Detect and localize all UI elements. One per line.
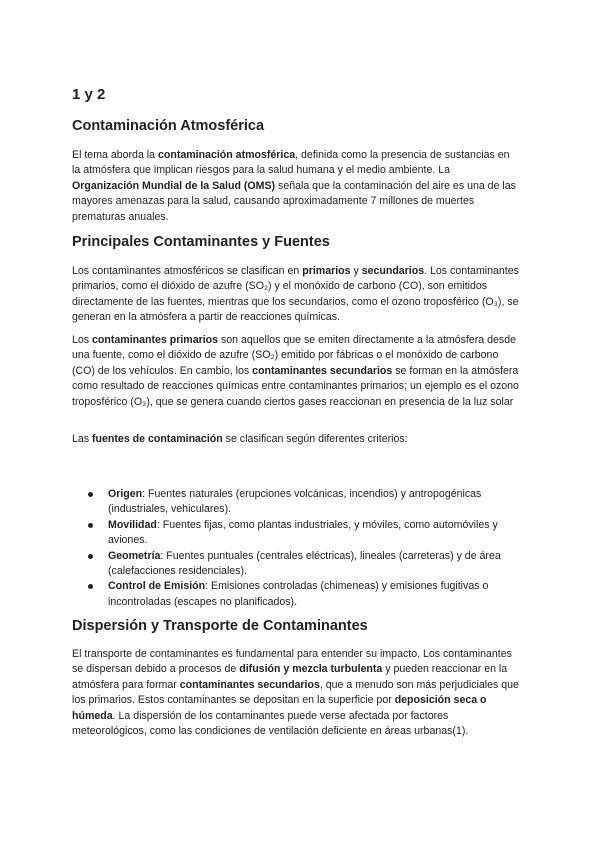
bold-term: Origen [108,488,143,500]
bold-term: contaminación atmosférica [157,149,296,161]
heading-dispersion-transporte: Dispersión y Transporte de Contaminantes [72,618,368,634]
list-item [72,549,520,580]
text-run: . Los contaminantes primarios, como el dióxido de azufre (SO₂) y el monóxido de carbono (CO), son emitidos directamente de las fuentes, mientras que los secundarios, como el ozono troposférico (O₃), se generan en la atmósfera a partir de reacciones químicas. [72,265,519,324]
text-run: : Emisiones controladas (chimeneas) y emisiones fugitivas o incontroladas (escapes no planificados). [108,580,489,608]
page-title: 1 y 2 [72,86,106,103]
text-run: , definida como la presencia de sustancias en la atmósfera que implican riesgos para la salud humana y el medio ambiente. La [72,149,510,177]
text-run: y [350,265,362,277]
paragraph-dispersion [72,647,520,739]
text-run: Las [72,433,93,445]
heading-contaminacion-atmosferica: Contaminación Atmosférica [72,118,265,134]
bold-term: deposición seca o húmeda [72,694,487,722]
bold-term: Movilidad [108,518,157,531]
text-run: : Fuentes fijas, como plantas industriales, y móviles, como automóviles y aviones. [108,518,498,547]
paragraph-intro [72,148,520,225]
text-run: se forman en la atmósfera como resultado de reacciones químicas entre contaminantes primarios; un ejemplo es el ozono troposférico (O₃), que se genera cuando ciertos gases reaccionan en presencia de la luz solar [72,364,519,408]
text-run: son aquellos que se emiten directamente a la atmósfera desde una fuente, como el dióxido de azufre (SO₂) emitido por fábricas o el monóxido de carbono (CO) de los vehículos. En cambio, los [72,334,516,377]
bold-term: Control de Emisión [108,580,206,593]
text-run: . La dispersión de los contaminantes puede verse afectada por factores meteorológicos, como las condiciones de ventilación deficiente en áreas urbanas(1). [72,709,469,738]
bold-term: difusión y mezcla turbulenta [239,663,383,676]
text-run: : Fuentes puntuales (centrales eléctricas), lineales (carreteras) y de área (calefacciones residenciales). [108,549,501,578]
bold-term: primarios [302,265,351,277]
text-run: Los contaminantes atmosféricos se clasifican en [72,265,303,277]
text-run: Los [72,334,93,346]
sources-list [72,487,520,610]
bold-term: Geometría [108,549,161,562]
text-run: El transporte de contaminantes es fundamental para entender su impacto. Los contaminantes se dispersan debido a procesos de [72,648,512,676]
paragraph-clasificacion [72,264,520,326]
bold-term: contaminantes primarios [92,334,219,346]
bold-term: secundarios [361,265,425,277]
list-item [72,487,520,518]
text-run: : Fuentes naturales (erupciones volcánicas, incendios) y antropogénicas (industriales, vehiculares). [108,488,482,516]
heading-principales-contaminantes: Principales Contaminantes y Fuentes [72,234,330,250]
list-item [72,579,520,610]
text-run: y pueden reaccionar en la atmósfera para formar [72,663,508,691]
paragraph-fuentes [72,432,520,447]
bold-term: contaminantes secundarios [179,678,320,691]
text-run: señala que la contaminación del aire es una de las mayores amenazas para la salud, causando aproximadamente 7 millones de muertes prematuras anuales. [72,179,516,223]
text-run: , que a menudo son más perjudiciales que los primarios. Estos contaminantes se depositan en la superficie por [72,678,519,707]
text-run: El tema aborda la [72,149,158,161]
list-item [72,518,520,549]
paragraph-primarios-secundarios [72,333,520,410]
bold-term: fuentes de contaminación [92,433,223,445]
bold-term: Organización Mundial de la Salud (OMS) [72,179,276,192]
text-run: se clasifican según diferentes criterios: [222,433,408,445]
bold-term: contaminantes secundarios [252,364,393,377]
